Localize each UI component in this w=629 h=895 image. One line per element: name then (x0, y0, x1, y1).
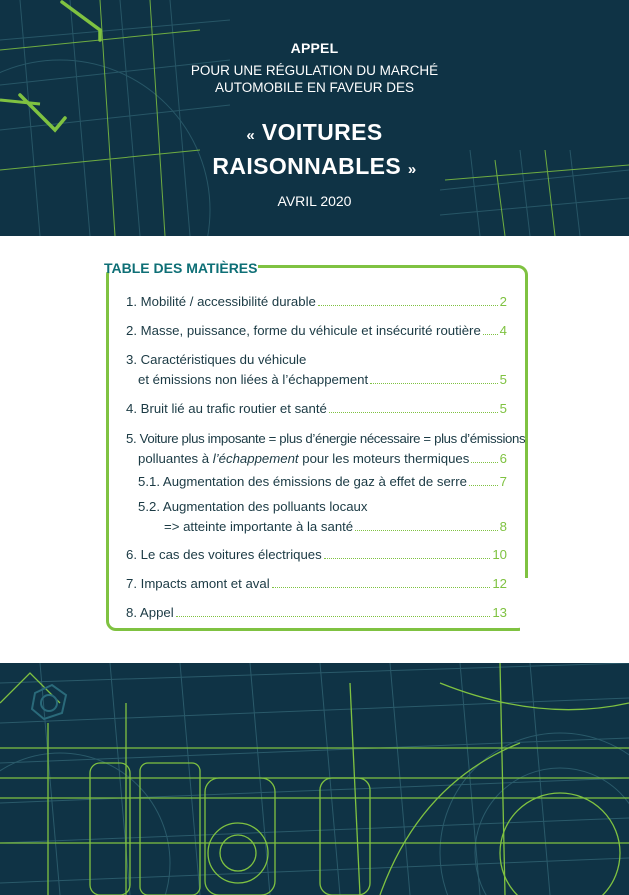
subtitle-line-1: POUR UNE RÉGULATION DU MARCHÉ (190, 63, 439, 78)
toc-entry-label-line-2: et émissions non liées à l’échappement (138, 372, 369, 387)
toc-page-number: 5 (499, 372, 507, 387)
subtitle-line-2: AUTOMOBILE EN FAVEUR DES (214, 80, 415, 95)
toc-entry-8[interactable] (126, 603, 507, 623)
toc-entry-4[interactable] (126, 399, 507, 419)
dot-leader (329, 412, 498, 413)
dot-leader (272, 587, 491, 588)
toc-entry-label: 8. Appel (126, 605, 174, 620)
toc-entry-label: 4. Bruit lié au trafic routier et santé (126, 401, 327, 416)
toc-entry-5-1[interactable] (138, 472, 507, 492)
toc-page-number: 2 (499, 294, 507, 309)
appeal-kicker: APPEL (290, 40, 339, 56)
toc-heading: TABLE DES MATIÈRES (104, 260, 258, 276)
dot-leader (324, 558, 491, 559)
dot-leader (370, 383, 497, 384)
subtitle (0, 62, 629, 96)
page-title (0, 117, 629, 185)
toc-entry-1[interactable] (126, 292, 507, 312)
toc-page-number: 6 (499, 451, 507, 466)
toc-entry-7[interactable] (126, 574, 507, 594)
dot-leader (355, 530, 498, 531)
toc-entry-label-line-1: 5. Voiture plus imposante = plus d’énergie nécessaire = plus d’émissions (126, 431, 526, 446)
toc-frame-gap-right (520, 578, 534, 634)
cover-header (0, 0, 629, 236)
toc-page-number: 8 (499, 519, 507, 534)
toc-page-number: 12 (492, 576, 507, 591)
toc-page-number: 5 (499, 401, 507, 416)
toc-entry-label: 5.1. Augmentation des émissions de gaz à effet de serre (138, 474, 467, 489)
dot-leader (318, 305, 498, 306)
dot-leader (483, 334, 498, 335)
close-quote: » (407, 161, 417, 178)
toc-page-number: 4 (499, 323, 507, 338)
toc-entry-6[interactable] (126, 545, 507, 565)
toc-entry-label-line-1: 5.2. Augmentation des polluants locaux (138, 499, 368, 514)
toc-entry-5[interactable] (126, 429, 526, 469)
blueprint-pattern-bottom (0, 663, 629, 895)
toc-entry-label: 6. Le cas des voitures électriques (126, 547, 322, 562)
toc-entry-2[interactable] (126, 321, 507, 341)
title-line-1: VOITURES (261, 119, 383, 145)
toc-entry-label-line-2: => atteinte importante à la santé (164, 519, 354, 534)
toc-entry-3[interactable] (126, 350, 507, 390)
publication-date: AVRIL 2020 (277, 193, 352, 209)
dot-leader (469, 485, 498, 486)
toc-entry-label-line-2: polluantes à l’échappement pour les moteurs thermiques (138, 451, 470, 466)
cover-footer (0, 663, 629, 895)
open-quote: « (246, 127, 256, 144)
toc-page-number: 7 (499, 474, 507, 489)
toc-entry-label: 1. Mobilité / accessibilité durable (126, 294, 316, 309)
toc-entry-label-line-1: 3. Caractéristiques du véhicule (126, 352, 307, 367)
toc-entry-label: 7. Impacts amont et aval (126, 576, 270, 591)
dot-leader (471, 462, 497, 463)
toc-entry-5-2[interactable] (138, 497, 507, 537)
toc-page-number: 13 (492, 605, 507, 620)
toc-entry-label: 2. Masse, puissance, forme du véhicule et insécurité routière (126, 323, 481, 338)
title-line-2: RAISONNABLES (212, 153, 402, 179)
toc-page-number: 10 (492, 547, 507, 562)
dot-leader (176, 616, 491, 617)
